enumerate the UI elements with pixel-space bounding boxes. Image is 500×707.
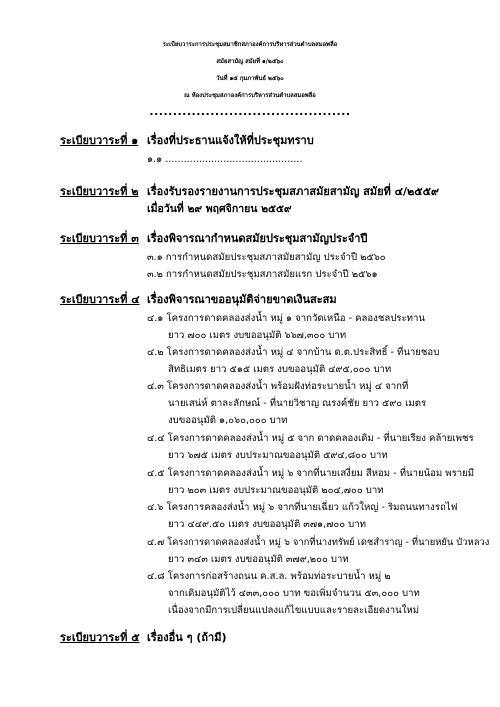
agenda-4-line-5: ๔.๓ โครงการดาดคลองส่งน้ำ พร้อมฝังท่อระบายน้ำ หมู่ ๔ จากที่ — [147, 381, 409, 392]
agenda-4-line-2: ยาว ๗๐๐ เมตร งบขออนุมัติ ๖๖๗,๓๐๐ บาท — [168, 330, 347, 341]
agenda-4-line-4: สิทธิเมตร ยาว ๕๑๕ เมตร งบขออนุมัติ ๔๙๕,๐๐๐ บาท — [168, 364, 392, 375]
agenda-1-title: เรื่องที่ประธานแจ้งให้ที่ประชุมทราบ — [147, 134, 314, 147]
date-line: วันที่ ๑๕ กุมภาพันธ์ ๒๕๖๐ — [216, 76, 284, 82]
doc-title: ระเบียบวาระการประชุมสมาชิกสภาองค์การบริหารส่วนตำบลสมอพลือ — [162, 42, 338, 48]
agenda-3-line-1: ๓.๑ การกำหนดสมัยประชุมสภาสมัยสามัญ ประจำปี ๒๕๖๐ — [147, 252, 386, 263]
agenda-4-line-13: ยาว ๔๔๙.๕๐ เมตร งบขออนุมัติ ๓๗๑,๗๐๐ บาท — [168, 519, 366, 530]
agenda-4-line-17: จากเดิมอนุมัติไว้ ๔๓๓,๐๐๐ บาท ขอเพิ่มจำนวน ๕๓,๐๐๐ บาท — [168, 588, 420, 599]
agenda-1-label: ระเบียบวาระที่ ๑ — [60, 134, 139, 147]
agenda-3-title: เรื่องพิจารณากำหนดสมัยประชุมสามัญประจำปี — [147, 232, 368, 245]
agenda-4-line-9: ยาว ๖๗๕ เมตร งบประมาณขออนุมัติ ๕๙๔,๘๐๐ บาท — [168, 450, 388, 461]
agenda-1-line-1: ๑.๑ ............................................. — [147, 154, 303, 165]
agenda-4-label: ระเบียบวาระที่ ๔ — [60, 293, 140, 306]
agenda-4-line-7: งบขออนุมัติ ๑,๐๖๐,๐๐๐ บาท — [168, 415, 288, 426]
agenda-5-label: ระเบียบวาระที่ ๕ — [60, 631, 140, 644]
header-divider-dots: ........................................... — [149, 105, 351, 118]
agenda-4-line-14: ๔.๗ โครงการดาดคลองส่งน้ำ หมู่ ๖ จากที่นางทรัพย์ เดชสำราญ - ที่นายหยัน บัวหลวง — [147, 537, 490, 548]
agenda-4-line-3: ๔.๒ โครงการดาดคลองส่งน้ำ หมู่ ๔ จากบ้าน ด.ต.ประสิทธิ์ - ที่นายชอบ — [147, 347, 440, 358]
agenda-4-line-1: ๔.๑ โครงการดาดคลองส่งน้ำ หมู่ ๑ จากวัดเหนือ - คลองชลประทาน — [147, 313, 425, 324]
agenda-4-line-11: ยาว ๒๐๓ เมตร งบประมาณขออนุมัติ ๒๐๔,๗๐๐ บาท — [168, 485, 384, 496]
venue-line: ณ ห้องประชุมสภาองค์การบริหารส่วนตำบลสมอพลือ — [184, 93, 316, 99]
agenda-4-line-8: ๔.๔ โครงการดาดคลองส่งน้ำ หมู่ ๕ จาก ดาดคลองเดิม - ที่นายเรียง คล้ายเพชร — [147, 433, 474, 444]
agenda-4-title: เรื่องพิจารณาขออนุมัติจ่ายขาดเงินสะสม — [147, 293, 337, 306]
agenda-4-line-10: ๔.๕ โครงการดาดคลองส่งน้ำ หมู่ ๖ จากที่นายเสงี่ยม สีหอม - ที่นายน้อม พรายมี — [147, 468, 475, 479]
agenda-5-title: เรื่องอื่น ๆ (ถ้ามี) — [147, 631, 227, 644]
agenda-3-label: ระเบียบวาระที่ ๓ — [60, 232, 139, 245]
agenda-4-line-15: ยาว ๓๔๓ เมตร งบขออนุมัติ ๓๗๙,๒๐๐ บาท — [168, 554, 349, 565]
agenda-4-line-18: เนื่องจากมีการเปลี่ยนแปลงแก้ไขแบบและรายละเอียดงานใหม่ — [168, 605, 420, 616]
agenda-2-line-1: เมื่อวันที่ ๒๙ พฤศจิกายน ๒๕๕๙ — [147, 203, 292, 215]
agenda-2-title: เรื่องรับรองรายงานการประชุมสภาสมัยสามัญ สมัยที่ ๔/๒๕๕๙ — [147, 185, 439, 198]
agenda-4-line-6: นายเสน่ห์ ตาละลักษณ์ - ที่นายวิชาญ ณรงค์ชัย ยาว ๕๙๐ เมตร — [168, 398, 427, 409]
agenda-2-label: ระเบียบวาระที่ ๒ — [60, 185, 139, 198]
agenda-4-line-16: ๔.๘ โครงการก่อสร้างถนน ค.ส.ล. พร้อมท่อระบายน้ำ หมู่ ๒ — [147, 571, 391, 582]
agenda-4-line-12: ๔.๖ โครงการคลองส่งน้ำ หมู่ ๖ จากที่นายเฉี่ยว แก้วใหญ่ - ริมถนนทางรถไฟ — [147, 502, 458, 513]
session-line: สมัยสามัญ สมัยที่ ๑/๒๕๖๐ — [216, 59, 284, 65]
agenda-3-line-2: ๓.๒ การกำหนดสมัยประชุมสภาสมัยแรก ประจำปี ๒๕๖๑ — [147, 269, 378, 280]
